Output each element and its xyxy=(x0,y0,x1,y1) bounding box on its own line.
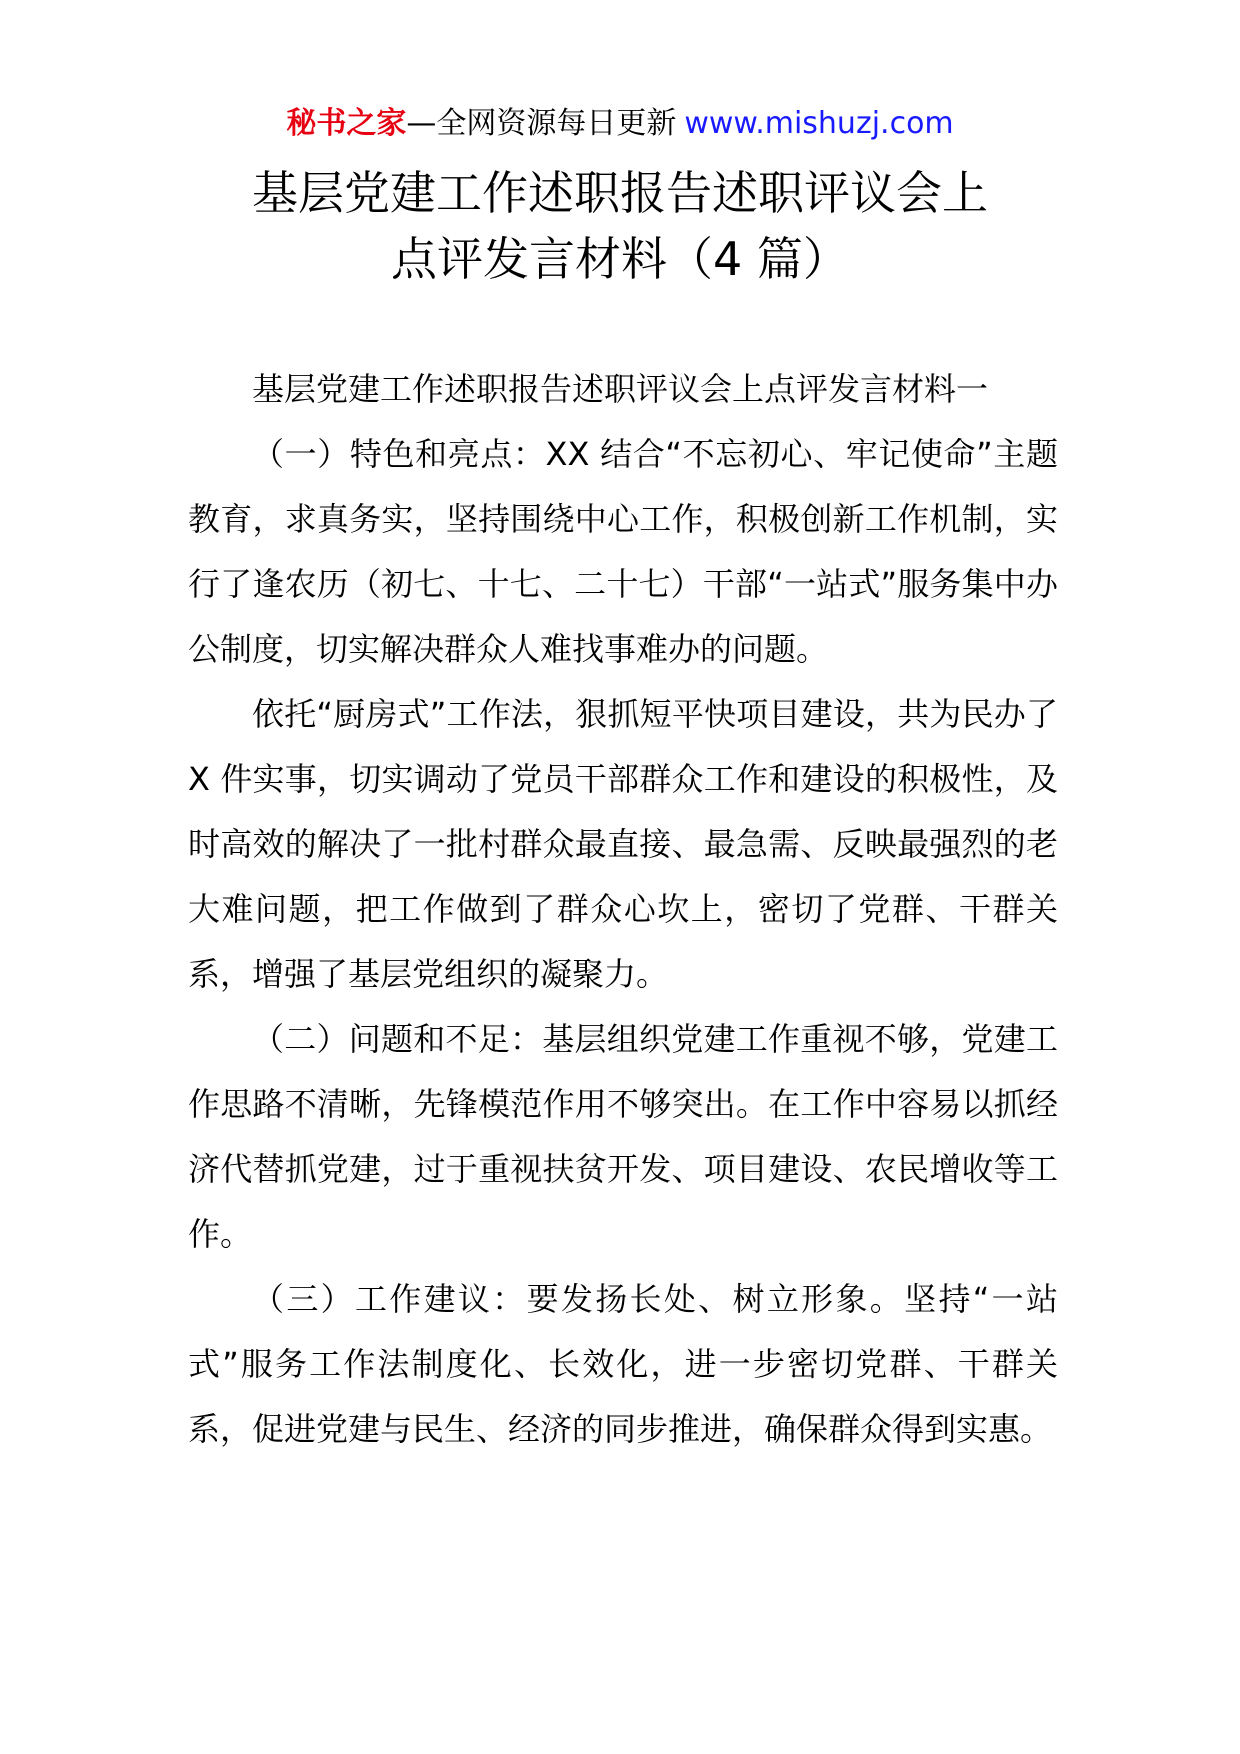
paragraph-problems: （二）问题和不足：基层组织党建工作重视不够，党建工作思路不清晰，先锋模范作用不够突出。在工作中容易以抓经济代替抓党建，过于重视扶贫开发、项目建设、农民增收等工作。 xyxy=(188,1020,1058,1253)
paragraph-suggestions: （三）工作建议：要发扬长处、树立形象。坚持“一站式”服务工作法制度化、长效化，进一步密切党群、干群关系，促进党建与民生、经济的同步推进，确保群众得到实惠。 xyxy=(188,1280,1058,1448)
section-heading: 基层党建工作述职报告述职评议会上点评发言材料一 xyxy=(252,370,989,408)
document-title xyxy=(0,160,1240,292)
title-line-1: 基层党建工作述职报告述职评议会上 xyxy=(252,166,988,220)
site-url-link[interactable]: www.mishuzj.com xyxy=(684,106,954,141)
paragraph-highlights: （一）特色和亮点：XX 结合“不忘初心、牢记使命”主题教育，求真务实，坚持围绕中心工作，积极创新工作机制，实行了逢农历（初七、十七、二十七）干部“一站式”服务集中办公制度，切实解决群众人难找事难办的问题。 xyxy=(188,435,1058,668)
document-body xyxy=(188,357,1058,1462)
header-tagline: —全网资源每日更新 xyxy=(406,106,677,141)
title-line-2: 点评发言材料（4 篇） xyxy=(391,232,849,286)
brand-name: 秘书之家 xyxy=(286,106,407,141)
paragraph-kitchen-method: 依托“厨房式”工作法，狠抓短平快项目建设，共为民办了 X 件实事，切实调动了党员干部群众工作和建设的积极性，及时高效的解决了一批村群众最直接、最急需、反映最强烈的老大难问题，把工作做到了群众心坎上，密切了党群、干群关系，增强了基层党组织的凝聚力。 xyxy=(188,695,1058,993)
site-header xyxy=(0,102,1240,146)
